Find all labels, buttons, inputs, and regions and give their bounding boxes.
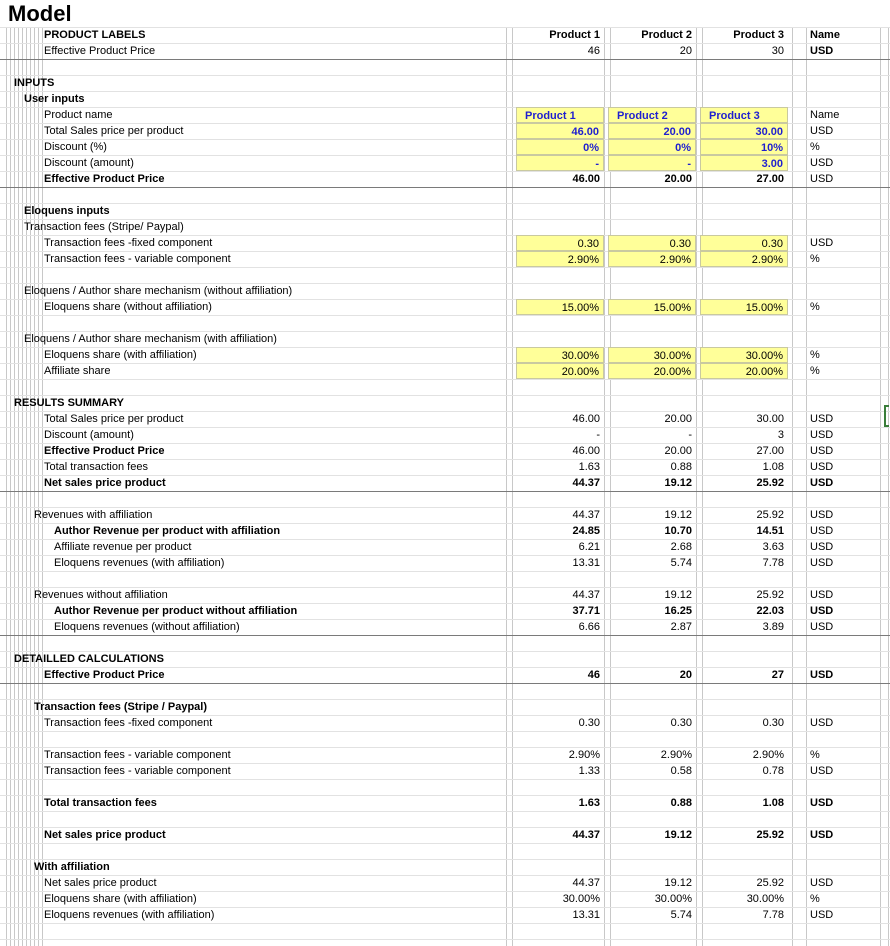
unit-cell[interactable]: USD [810, 909, 834, 921]
value-cell[interactable]: 30.00% [746, 893, 784, 905]
sheet-row [0, 859, 890, 875]
unit-cell[interactable]: Name [810, 29, 840, 41]
row-label[interactable]: Eloquens / Author share mechanism (without affiliation) [24, 285, 293, 297]
value-cell[interactable]: 20.00 [608, 123, 696, 139]
sheet-row [0, 155, 890, 171]
value-cell[interactable]: 44.37 [572, 589, 600, 601]
row-label[interactable]: Eloquens share (without affiliation) [44, 301, 212, 313]
value-cell[interactable]: - [596, 429, 600, 441]
row-label[interactable]: Eloquens revenues (without affiliation) [54, 621, 240, 633]
value-cell[interactable]: 1.08 [762, 461, 784, 473]
row-label[interactable]: Affiliate revenue per product [54, 541, 192, 553]
value-cell[interactable]: 2.90% [516, 251, 604, 267]
value-cell[interactable]: 0% [516, 139, 604, 155]
grid-row-line [0, 843, 890, 844]
sheet-row [0, 283, 890, 299]
sheet-row [0, 651, 890, 667]
value-cell[interactable]: Product 2 [641, 29, 692, 41]
unit-cell[interactable]: Name [810, 109, 840, 121]
value-cell[interactable]: 10.70 [664, 525, 692, 537]
value-cell[interactable]: 0.30 [608, 235, 696, 251]
value-cell[interactable]: 0.88 [670, 461, 692, 473]
value-cell[interactable]: 1.33 [578, 765, 600, 777]
unit-cell[interactable]: USD [810, 477, 834, 489]
row-label[interactable]: User inputs [24, 93, 85, 105]
value-cell[interactable]: 1.63 [578, 797, 600, 809]
value-cell[interactable]: 25.92 [756, 877, 784, 889]
value-cell[interactable]: - [516, 155, 604, 171]
value-cell[interactable]: 19.12 [664, 477, 692, 489]
sheet-row [0, 427, 890, 443]
value-cell[interactable]: - [688, 429, 692, 441]
value-cell[interactable]: 6.66 [578, 621, 600, 633]
unit-cell[interactable]: USD [810, 509, 834, 521]
section-divider [0, 59, 890, 60]
unit-cell[interactable]: USD [810, 461, 834, 473]
value-cell[interactable]: 46 [587, 45, 600, 57]
unit-cell[interactable]: USD [810, 797, 834, 809]
value-cell[interactable]: 15.00% [516, 299, 604, 315]
value-cell[interactable]: 0.58 [670, 765, 692, 777]
unit-cell[interactable]: USD [810, 669, 834, 681]
unit-cell[interactable]: % [810, 349, 820, 361]
row-label[interactable]: Revenues without affiliation [34, 589, 168, 601]
value-cell[interactable]: 30.00 [756, 413, 784, 425]
value-cell[interactable]: 44.37 [572, 829, 600, 841]
unit-cell[interactable]: USD [810, 429, 834, 441]
grid-row-line [0, 939, 890, 940]
value-cell[interactable]: 25.92 [756, 509, 784, 521]
unit-cell[interactable]: USD [810, 157, 834, 169]
value-cell[interactable]: 2.90% [752, 749, 784, 761]
value-cell[interactable]: 10% [700, 139, 788, 155]
section-divider [0, 187, 890, 188]
unit-cell[interactable]: USD [810, 237, 834, 249]
value-cell[interactable]: 25.92 [756, 589, 784, 601]
row-label[interactable]: Net sales price product [44, 477, 166, 489]
row-label[interactable]: Discount (%) [44, 141, 107, 153]
sheet-row [0, 411, 890, 427]
row-label[interactable]: With affiliation [34, 861, 110, 873]
sheet-row [0, 347, 890, 363]
value-cell[interactable]: 27.00 [756, 445, 784, 457]
row-label[interactable]: Transaction fees - variable component [44, 765, 231, 777]
sheet-row [0, 875, 890, 891]
value-cell[interactable]: 0.30 [700, 235, 788, 251]
unit-cell[interactable]: % [810, 893, 820, 905]
row-label[interactable]: Discount (amount) [44, 157, 134, 169]
row-label[interactable]: Total transaction fees [44, 461, 148, 473]
value-cell[interactable]: - [608, 155, 696, 171]
value-cell[interactable]: 0% [608, 139, 696, 155]
unit-cell[interactable]: USD [810, 605, 834, 617]
sheet-row [0, 715, 890, 731]
value-cell[interactable]: 0.30 [516, 235, 604, 251]
value-cell[interactable]: 2.90% [700, 251, 788, 267]
sheet-row [0, 107, 890, 123]
value-cell[interactable]: 20 [679, 669, 692, 681]
value-cell[interactable]: Product 2 [608, 107, 696, 123]
value-cell[interactable]: 3.00 [700, 155, 788, 171]
value-cell[interactable]: 15.00% [608, 299, 696, 315]
sheet-row [0, 331, 890, 347]
unit-cell[interactable]: USD [810, 541, 834, 553]
sheet-row [0, 363, 890, 379]
unit-cell[interactable]: USD [810, 557, 834, 569]
value-cell[interactable]: 14.51 [756, 525, 784, 537]
value-cell[interactable]: 13.31 [572, 557, 600, 569]
unit-cell[interactable]: USD [810, 765, 834, 777]
value-cell[interactable]: 30.00% [608, 347, 696, 363]
row-label[interactable]: RESULTS SUMMARY [14, 397, 124, 409]
sheet-row [0, 251, 890, 267]
sheet-row [0, 91, 890, 107]
sheet-row [0, 699, 890, 715]
value-cell[interactable]: 0.30 [762, 717, 784, 729]
value-cell[interactable]: 2.90% [660, 749, 692, 761]
grid-row-line [0, 731, 890, 732]
row-label[interactable]: Effective Product Price [44, 45, 156, 57]
row-label[interactable]: INPUTS [14, 77, 55, 89]
row-label[interactable]: Effective Product Price [44, 173, 165, 185]
row-label[interactable]: PRODUCT LABELS [44, 29, 146, 41]
unit-cell[interactable]: USD [810, 445, 834, 457]
value-cell[interactable]: 5.74 [670, 909, 692, 921]
value-cell[interactable]: 46.00 [572, 445, 600, 457]
row-label[interactable]: Effective Product Price [44, 669, 165, 681]
value-cell[interactable]: 13.31 [572, 909, 600, 921]
value-cell[interactable]: 44.37 [572, 477, 600, 489]
unit-cell[interactable]: % [810, 365, 820, 377]
value-cell[interactable]: 0.30 [670, 717, 692, 729]
row-label[interactable]: Net sales price product [44, 877, 157, 889]
value-cell[interactable]: 2.68 [670, 541, 692, 553]
sheet-row [0, 667, 890, 683]
section-divider [0, 635, 890, 636]
value-cell[interactable]: 5.74 [670, 557, 692, 569]
value-cell[interactable]: 19.12 [664, 589, 692, 601]
value-cell[interactable]: 44.37 [572, 509, 600, 521]
sheet-row [0, 507, 890, 523]
row-label[interactable]: Transaction fees (Stripe / Paypal) [34, 701, 208, 713]
sheet-row [0, 203, 890, 219]
value-cell[interactable]: 2.87 [670, 621, 692, 633]
row-label[interactable]: Transaction fees - variable component [44, 253, 231, 265]
value-cell[interactable]: Product 3 [733, 29, 784, 41]
value-cell[interactable]: 20.00% [516, 363, 604, 379]
unit-cell[interactable]: USD [810, 413, 834, 425]
unit-cell[interactable]: USD [810, 877, 834, 889]
sheet-row [0, 27, 890, 43]
value-cell[interactable]: 30.00 [700, 123, 788, 139]
sheet-row [0, 459, 890, 475]
sheet-row [0, 523, 890, 539]
row-label[interactable]: Total Sales price per product [44, 413, 184, 425]
value-cell[interactable]: 27 [771, 669, 784, 681]
value-cell[interactable]: 24.85 [572, 525, 600, 537]
sheet-row [0, 891, 890, 907]
unit-cell[interactable]: % [810, 141, 820, 153]
sheet-row [0, 299, 890, 315]
value-cell[interactable]: 20.00 [664, 413, 692, 425]
sheet-row [0, 539, 890, 555]
sheet-row [0, 555, 890, 571]
row-label[interactable]: Transaction fees -fixed component [44, 237, 213, 249]
grid-row-line [0, 923, 890, 924]
value-cell[interactable]: 2.90% [608, 251, 696, 267]
unit-cell[interactable]: USD [810, 589, 834, 601]
row-label[interactable]: Author Revenue per product with affiliation [54, 525, 281, 537]
value-cell[interactable]: 30 [771, 45, 784, 57]
row-label[interactable]: Total Sales price per product [44, 125, 184, 137]
sheet-row [0, 75, 890, 91]
value-cell[interactable]: 2.90% [568, 749, 600, 761]
unit-cell[interactable]: % [810, 301, 820, 313]
value-cell[interactable]: 20.00% [608, 363, 696, 379]
sheet-row [0, 475, 890, 491]
value-cell[interactable]: 22.03 [756, 605, 784, 617]
value-cell[interactable]: 0.30 [578, 717, 600, 729]
value-cell[interactable]: Product 1 [516, 107, 604, 123]
sheet-row [0, 747, 890, 763]
row-label[interactable]: Effective Product Price [44, 445, 165, 457]
grid-row-line [0, 779, 890, 780]
row-label[interactable]: Eloquens inputs [24, 205, 110, 217]
row-label[interactable]: Transaction fees (Stripe/ Paypal) [24, 221, 184, 233]
value-cell[interactable]: 46.00 [572, 413, 600, 425]
sheet-row [0, 235, 890, 251]
value-cell[interactable]: 19.12 [664, 877, 692, 889]
grid-row-line [0, 811, 890, 812]
row-label[interactable]: Eloquens revenues (with affiliation) [54, 557, 225, 569]
value-cell[interactable]: 46.00 [572, 173, 600, 185]
sheet-row [0, 763, 890, 779]
value-cell[interactable]: 30.00% [562, 893, 600, 905]
value-cell[interactable]: 46 [587, 669, 600, 681]
sheet-row [0, 43, 890, 59]
unit-cell[interactable]: USD [810, 621, 834, 633]
value-cell[interactable]: 46.00 [516, 123, 604, 139]
row-label[interactable]: Transaction fees - variable component [44, 749, 231, 761]
value-cell[interactable]: 3.63 [762, 541, 784, 553]
value-cell[interactable]: 25.92 [756, 829, 784, 841]
sheet-row [0, 827, 890, 843]
grid-row-line [0, 571, 890, 572]
unit-cell[interactable]: USD [810, 525, 834, 537]
value-cell[interactable]: 37.71 [572, 605, 600, 617]
value-cell[interactable]: 0.78 [762, 765, 784, 777]
value-cell[interactable]: 30.00% [516, 347, 604, 363]
section-divider [0, 683, 890, 684]
value-cell[interactable]: 3.89 [762, 621, 784, 633]
row-label[interactable]: Eloquens share (with affiliation) [44, 349, 197, 361]
sheet-row [0, 587, 890, 603]
row-label[interactable]: Revenues with affiliation [34, 509, 153, 521]
value-cell[interactable]: 27.00 [756, 173, 784, 185]
value-cell[interactable]: 20.00 [664, 173, 692, 185]
section-divider [0, 491, 890, 492]
value-cell[interactable]: 20.00% [700, 363, 788, 379]
row-label[interactable]: Net sales price product [44, 829, 166, 841]
value-cell[interactable]: 1.63 [578, 461, 600, 473]
value-cell[interactable]: 7.78 [762, 557, 784, 569]
sheet-row [0, 907, 890, 923]
value-cell[interactable]: 7.78 [762, 909, 784, 921]
value-cell[interactable]: 0.88 [670, 797, 692, 809]
row-label[interactable]: DETAILLED CALCULATIONS [14, 653, 164, 665]
value-cell[interactable]: 30.00% [654, 893, 692, 905]
unit-cell[interactable]: % [810, 253, 820, 265]
sheet-row [0, 139, 890, 155]
row-label[interactable]: Author Revenue per product without affiliation [54, 605, 298, 617]
value-cell[interactable]: 20.00 [664, 445, 692, 457]
sheet-row [0, 395, 890, 411]
sheet-row [0, 123, 890, 139]
value-cell[interactable]: 25.92 [756, 477, 784, 489]
sheet-row [0, 171, 890, 187]
row-label[interactable]: Product name [44, 109, 113, 121]
unit-cell[interactable]: USD [810, 717, 834, 729]
sheet-row [0, 603, 890, 619]
value-cell[interactable]: 16.25 [664, 605, 692, 617]
value-cell[interactable]: 19.12 [664, 509, 692, 521]
value-cell[interactable]: Product 1 [549, 29, 600, 41]
sheet-title: Model [8, 1, 72, 26]
row-label[interactable]: Transaction fees -fixed component [44, 717, 213, 729]
sheet-row [0, 795, 890, 811]
value-cell[interactable]: 3 [777, 429, 784, 441]
sheet-row [0, 443, 890, 459]
row-label[interactable]: Total transaction fees [44, 797, 157, 809]
value-cell[interactable]: 15.00% [700, 299, 788, 315]
unit-cell[interactable]: USD [810, 45, 834, 57]
value-cell[interactable]: Product 3 [700, 107, 788, 123]
row-label[interactable]: Affiliate share [44, 365, 111, 377]
unit-cell[interactable]: % [810, 749, 820, 761]
row-label[interactable]: Eloquens / Author share mechanism (with affiliation) [24, 333, 277, 345]
unit-cell[interactable]: USD [810, 829, 834, 841]
sheet-row [0, 619, 890, 635]
value-cell[interactable]: 20 [679, 45, 692, 57]
row-label[interactable]: Discount (amount) [44, 429, 134, 441]
unit-cell[interactable]: USD [810, 125, 834, 137]
sheet-row [0, 219, 890, 235]
row-label[interactable]: Eloquens revenues (with affiliation) [44, 909, 215, 921]
value-cell[interactable]: 6.21 [578, 541, 600, 553]
value-cell[interactable]: 19.12 [664, 829, 692, 841]
value-cell[interactable]: 30.00% [700, 347, 788, 363]
selection-marker [884, 405, 889, 427]
row-label[interactable]: Eloquens share (with affiliation) [44, 893, 197, 905]
value-cell[interactable]: 44.37 [572, 877, 600, 889]
value-cell[interactable]: 1.08 [762, 797, 784, 809]
unit-cell[interactable]: USD [810, 173, 834, 185]
